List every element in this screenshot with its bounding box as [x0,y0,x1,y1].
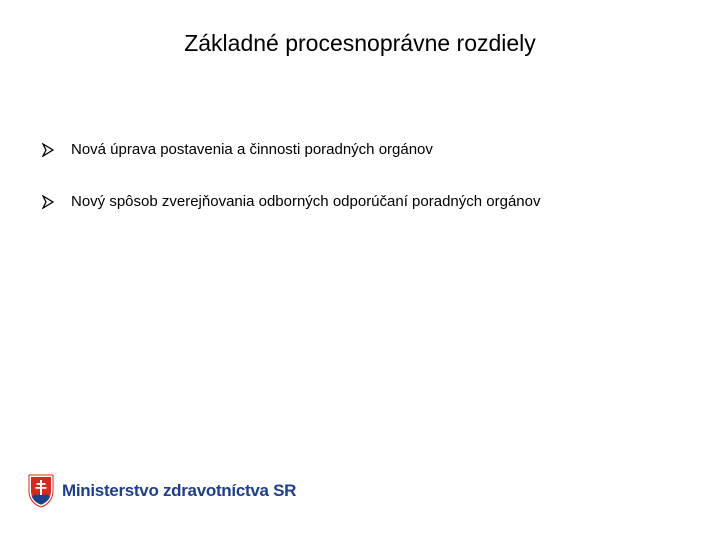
bullet-item [42,138,540,162]
bullet-item [42,190,540,214]
bullet-text: Nová úprava postavenia a činnosti poradných orgánov [71,141,433,158]
slide-title: Základné procesnoprávne rozdiely [184,30,536,56]
logo-text: Ministerstvo zdravotníctva SR [62,481,297,500]
bullet-text: Nový spôsob zverejňovania odborných odporúčaní poradných orgánov [71,193,541,210]
arrowhead-bullet-icon [42,195,54,209]
arrowhead-bullet-icon [42,143,54,157]
ministry-logo [28,474,296,508]
bullet-list [42,138,540,242]
slovak-coat-of-arms-icon [28,474,54,508]
